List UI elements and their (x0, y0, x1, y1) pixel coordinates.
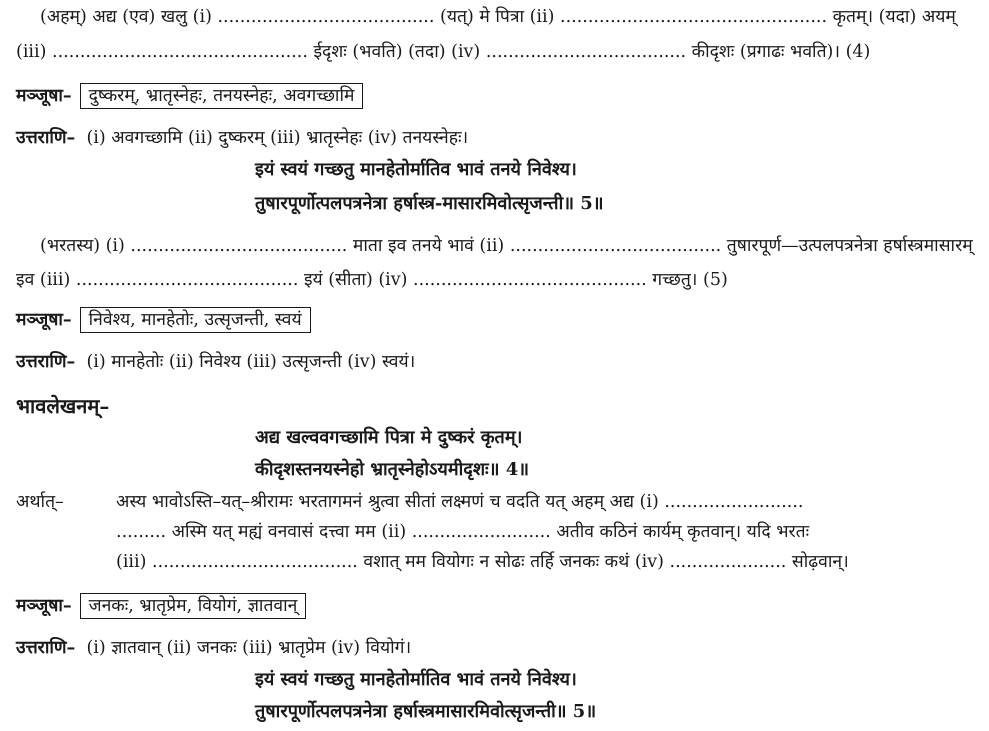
word-box-2: निवेश्य, मानहेतोः, उत्सृजन्ती, स्वयं (80, 307, 311, 333)
q5-line-2: इव (iii) ........................................ इयं (सीता) (iv) .......................................... गच्छतु। (5) (16, 270, 728, 290)
answers-text-3: (i) ज्ञातवान् (ii) जनकः (iii) भ्रातृप्रेम (iv) वियोगं। (86, 638, 412, 658)
answers-text-1: (i) अवगच्छामि (ii) दुष्करम् (iii) भ्रातृस्नेहः (iv) तनयस्नेहः। (86, 128, 469, 148)
bhavalekhanam-heading: भावलेखनम्– (16, 394, 110, 418)
explanation-line-2: ......... अस्मि यत् मह्यं वनवासं दत्त्वा मम (ii) ......................... अतीव कठिनं कार्यम् कृतवान्। यदि भरतः (116, 522, 810, 542)
verse-2-line-2: कीदृशस्तनयस्नेहो भ्रातृस्नेहोऽयमीदृशः॥ 4॥ (255, 459, 530, 480)
answers-row-1 (16, 126, 468, 150)
uttarani-label: उत्तराणि– (16, 128, 76, 148)
verse-1-line-1: इयं स्वयं गच्छतु मानहेतोर्मातिव भावं तनये निवेश्य। (255, 159, 577, 180)
verse-2-line-1: अद्य खल्ववगच्छामि पित्रा मे दुष्करं कृतम्। (255, 427, 523, 448)
verse-3-line-2: तुषारपूर्णोत्पलपत्रनेत्रा हर्षास्त्रमासारमिवोत्सृजन्ती॥ 5॥ (255, 701, 597, 722)
q4-line-2: (iii) .............................................. ईदृशः (भवति) (तदा) (iv) .................................... कीदृशः (प्रगाढः भवति)। (4) (16, 42, 871, 62)
uttarani-label: उत्तराणि– (16, 352, 76, 372)
manjusha-row-1 (16, 84, 363, 108)
explanation-line-3: (iii) ..................................... वशात् मम वियोगः न सोढः तर्हि जनकः कथं (iv) ..................... सोढ़वान्। (116, 552, 849, 572)
q5-line-1: (भरतस्य) (i) ....................................... माता इव तनये भावं (ii) ...................................... तुषारपूर्ण—उत्पलपत्रनेत्रा हर्षास्त्रमासारम् (40, 236, 973, 256)
explanation-line-1: अस्य भावोऽस्ति–यत्–श्रीरामः भरतागमनं श्रुत्वा सीतां लक्ष्मणं च वदति यत् अहम् अद्य (i) ......................... (116, 492, 804, 512)
answers-row-2 (16, 350, 415, 374)
manjusha-row-3 (16, 594, 306, 618)
word-box-1: दुष्करम्, भ्रातृस्नेहः, तनयस्नेहः, अवगच्छामि (80, 83, 364, 109)
verse-1-line-2: तुषारपूर्णोत्पलपत्रनेत्रा हर्षास्त्र-मासारमिवोत्सृजन्ती॥ 5॥ (255, 193, 604, 214)
manjusha-label: मञ्जूषा– (16, 86, 72, 106)
manjusha-row-2 (16, 308, 311, 332)
answers-row-3 (16, 636, 411, 660)
answers-text-2: (i) मानहेतोः (ii) निवेश्य (iii) उत्सृजन्ती (iv) स्वयं। (86, 352, 416, 372)
verse-3-line-1: इयं स्वयं गच्छतु मानहेतोर्मातिव भावं तनये निवेश्य। (255, 669, 577, 690)
arthat-label: अर्थात्– (16, 492, 64, 512)
manjusha-label: मञ्जूषा– (16, 310, 72, 330)
word-box-3: जनकः, भ्रातृप्रेम, वियोगं, ज्ञातवान् (80, 593, 307, 619)
uttarani-label: उत्तराणि– (16, 638, 76, 658)
manjusha-label: मञ्जूषा– (16, 596, 72, 616)
q4-line-1: (अहम्) अद्य (एव) खलु (i) ....................................... (यत्) मे पित्रा (ii) ................................................ कृतम्। (यदा) अयम् (40, 7, 956, 27)
